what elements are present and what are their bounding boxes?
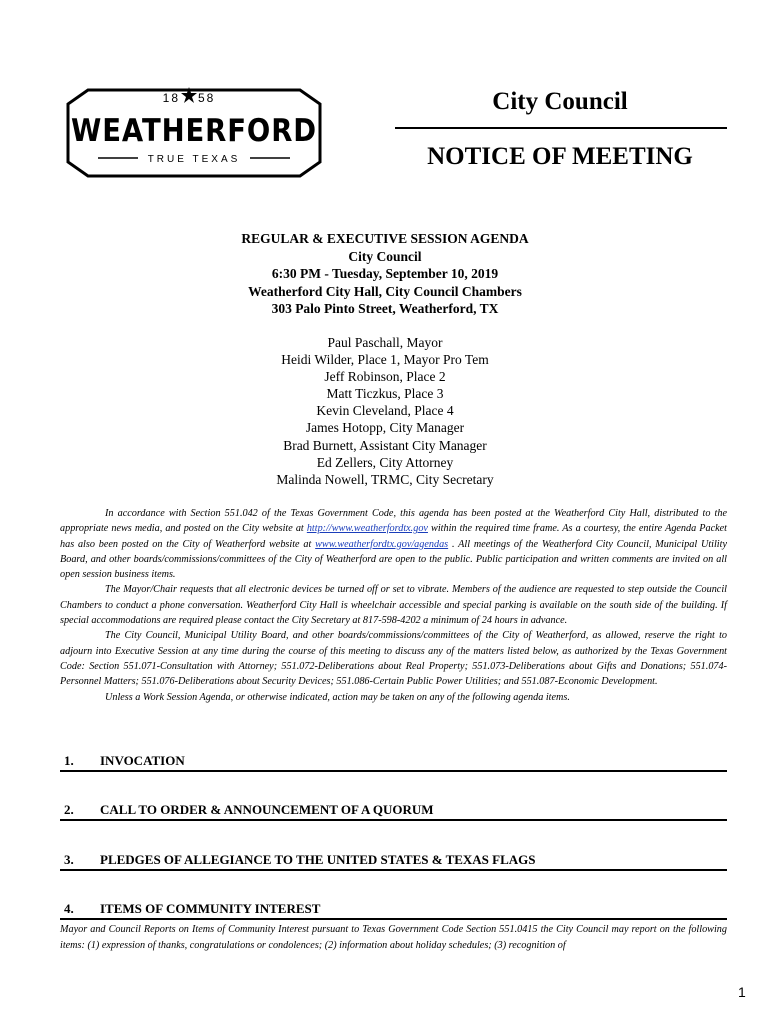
item-title: PLEDGES OF ALLEGIANCE TO THE UNITED STATES & TEXAS FLAGS (100, 852, 536, 867)
council-title: City Council (492, 88, 628, 115)
logo-tagline: TRUE TEXAS (147, 154, 241, 165)
item-rule (60, 819, 727, 821)
official-name: Jeff Robinson, Place 2 (324, 369, 446, 385)
official-name: Brad Burnett, Assistant City Manager (283, 437, 487, 453)
city-website-link[interactable]: http://www.weatherfordtx.gov (306, 523, 428, 535)
notice-paragraph-action: Unless a Work Session Agenda, or otherwise indicated, action may be taken on any of the following agenda items. (105, 691, 570, 703)
header-rule (395, 127, 727, 129)
agenda-item (60, 802, 727, 820)
notice-paragraph-devices: The Mayor/Chair requests that all electronic devices be turned off or set to vibrate. Members of the audience are requested to step outside the Council Chambers to conduct a phone conversation. Weatherford City Hall is wheelchair accessible and special parking is available on the south side of the building. If special accommodations are required please contact the City Secretary at 817-598-4202 a minimum of 24 hours in advance. (60, 584, 727, 627)
agenda-type: REGULAR & EXECUTIVE SESSION AGENDA (241, 231, 529, 246)
logo-year-right: 58 (198, 91, 216, 105)
official-name: Ed Zellers, City Attorney (316, 454, 454, 470)
weatherford-logo (58, 78, 330, 188)
official-name: Kevin Cleveland, Place 4 (316, 403, 454, 419)
agenda-item (60, 901, 727, 919)
item-rule (60, 918, 727, 920)
notice-paragraph-executive: The City Council, Municipal Utility Board, and other boards/commissions/committees of the City of Weatherford, as allowed, reserve the right to adjourn into Executive Session at any time during the course of this meeting to discuss any of the matters listed below, as authorized by the Texas Government Code: Section 551.071-Consultation with Attorney; 551.072-Deliberations about Real Property; 551.073-Deliberations about Gifts and Donations; 551.074-Personnel Matters; 551.076-Deliberations about Security Devices; 551.086-Certain Public Power Utilities; and 551.087-Economic Development. (60, 630, 727, 688)
item-number: 4. (64, 901, 74, 916)
officials-list (0, 334, 770, 488)
item-number: 3. (64, 852, 74, 867)
official-name: Matt Ticzkus, Place 3 (326, 386, 444, 402)
page-number: 1 (738, 984, 746, 1000)
agendas-link[interactable]: www.weatherfordtx.gov/agendas (315, 538, 449, 550)
item-number: 1. (64, 753, 74, 768)
logo-wordmark: WEATHERFORD (71, 113, 317, 149)
item-description: Mayor and Council Reports on Items of Community Interest pursuant to Texas Government Code Section 551.0415 the City Council may report on the following items: (1) expression of thanks, congratulations or condolences; (2) information about holiday schedules; (3) recognition of (60, 924, 727, 951)
logo-year-left: 18 (162, 91, 180, 105)
official-name: Malinda Nowell, TRMC, City Secretary (276, 471, 494, 487)
item-title: ITEMS OF COMMUNITY INTEREST (100, 901, 321, 916)
item-title: INVOCATION (100, 753, 185, 768)
legal-notice (60, 506, 727, 705)
agenda-datetime: 6:30 PM - Tuesday, September 10, 2019 (271, 266, 499, 282)
official-name: James Hotopp, City Manager (305, 420, 465, 436)
agenda-item (60, 852, 727, 870)
official-name: Paul Paschall, Mayor (327, 335, 443, 350)
agenda-info (0, 230, 770, 318)
notice-paragraph-posting: In accordance with Section 551.042 of the Texas Government Code, this agenda has been posted at the Weatherford City Hall, distributed to the appropriate news media, and posted on the City website at http://www.weatherfordtx.gov within the required time frame. As a courtesy, the entire Agenda Packet has also been posted on the City of Weatherford website at www.weatherfordtx.gov/agendas . All meetings of the Weatherford City Council, Municipal Utility Board, and other boards/commissions/committees of the City of Weatherford are open to the public. Public participation and written comments are invited on all open session business items. (60, 508, 728, 581)
agenda-body: City Council (348, 248, 422, 264)
notice-heading: NOTICE OF MEETING (427, 143, 693, 170)
item-rule (60, 770, 727, 772)
item-number: 2. (64, 802, 74, 817)
official-name: Heidi Wilder, Place 1, Mayor Pro Tem (281, 352, 489, 368)
agenda-item (60, 753, 727, 771)
agenda-location: Weatherford City Hall, City Council Chambers (248, 283, 522, 299)
agenda-address: 303 Palo Pinto Street, Weatherford, TX (271, 301, 499, 317)
item-rule (60, 869, 727, 871)
item-title: CALL TO ORDER & ANNOUNCEMENT OF A QUORUM (100, 802, 434, 817)
